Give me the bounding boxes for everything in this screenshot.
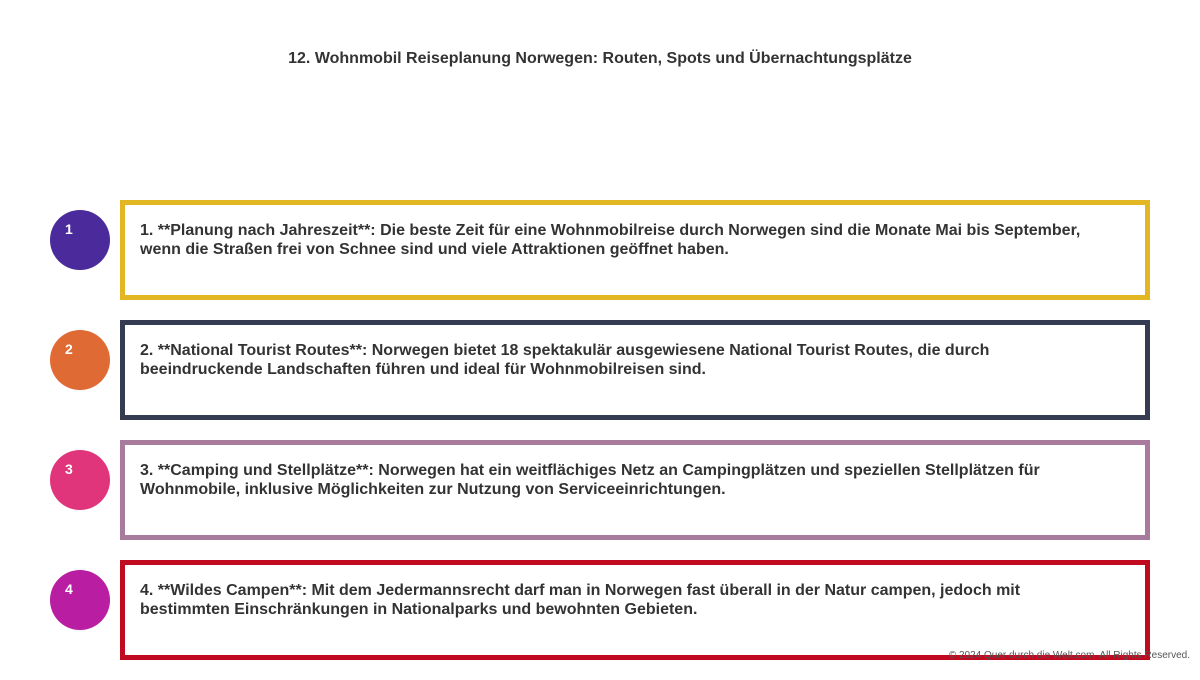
step-box xyxy=(120,560,1150,660)
page-title: 12. Wohnmobil Reiseplanung Norwegen: Routen, Spots und Übernachtungsplätze xyxy=(288,50,912,67)
step-box xyxy=(120,320,1150,420)
step-text: 2. **National Tourist Routes**: Norwegen bietet 18 spektakulär ausgewiesene National Tourist Routes, die durch beeindruckende Landschaften führen und ideal für Wohnmobilreisen sind. xyxy=(140,342,990,378)
step-number: 1 xyxy=(65,221,73,237)
step-box xyxy=(120,200,1150,300)
step-box xyxy=(120,440,1150,540)
list-item xyxy=(0,560,1200,660)
step-circle xyxy=(50,570,110,630)
step-text: 3. **Camping und Stellplätze**: Norwegen hat ein weitflächiges Netz an Campingplätzen und speziellen Stellplätzen für Wohnmobile, inklusive Möglichkeiten zur Nutzung von Serviceeinrichtungen. xyxy=(140,462,1040,498)
step-circle xyxy=(50,330,110,390)
list-item xyxy=(0,200,1200,300)
step-number: 3 xyxy=(65,461,73,477)
step-circle xyxy=(50,210,110,270)
copyright-footer: © 2024 Quer durch die Welt.com. All Rights Reserved. xyxy=(948,650,1190,661)
list-item xyxy=(0,320,1200,420)
step-circle xyxy=(50,450,110,510)
step-number: 4 xyxy=(65,581,73,597)
list-item xyxy=(0,440,1200,540)
step-number: 2 xyxy=(65,341,73,357)
step-text: 1. **Planung nach Jahreszeit**: Die beste Zeit für eine Wohnmobilreise durch Norwegen sind die Monate Mai bis September, wenn die Straßen frei von Schnee sind und viele Attraktionen geöffnet haben. xyxy=(140,222,1081,258)
step-text: 4. **Wildes Campen**: Mit dem Jedermannsrecht darf man in Norwegen fast überall in der Natur campen, jedoch mit bestimmten Einschränkungen in Nationalparks und bewohnten Gebieten. xyxy=(140,582,1021,618)
